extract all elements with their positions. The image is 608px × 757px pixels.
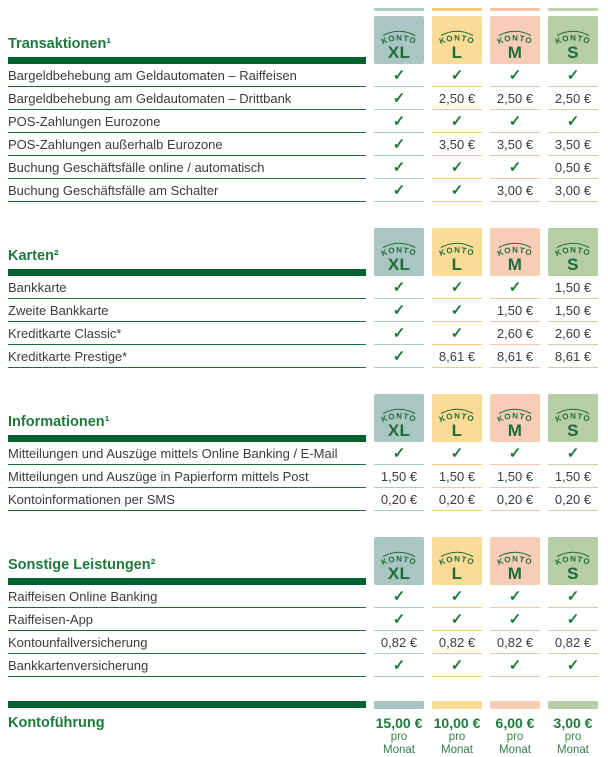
konto-brand-text: KONTO — [437, 411, 476, 425]
badge-size-label: L — [451, 43, 463, 62]
column-top-separator — [374, 8, 424, 11]
feature-value — [490, 608, 540, 631]
check-icon: ✓ — [450, 278, 464, 296]
price-value: 0,82 € — [554, 634, 592, 650]
feature-value — [548, 276, 598, 299]
top-separators — [8, 8, 598, 11]
check-icon: ✓ — [566, 656, 580, 674]
footer-price: 10,00 € — [433, 715, 481, 731]
section-header-bar — [8, 57, 366, 64]
footer-period-pro: pro — [564, 731, 582, 743]
feature-value — [374, 345, 424, 368]
section — [8, 14, 598, 202]
feature-value — [490, 299, 540, 322]
footer-period-monat: Monat — [499, 744, 531, 757]
check-icon: ✓ — [450, 324, 464, 342]
check-icon: ✓ — [450, 444, 464, 462]
feature-value — [548, 179, 598, 202]
column-top-separator — [432, 8, 482, 11]
badge-size-label: M — [507, 43, 523, 62]
konto-badge — [548, 537, 598, 585]
badge-size-label: XL — [387, 43, 411, 62]
feature-value — [432, 465, 482, 488]
feature-row — [8, 608, 598, 631]
feature-value — [490, 654, 540, 677]
feature-value — [432, 322, 482, 345]
feature-row — [8, 276, 598, 299]
feature-value — [548, 87, 598, 110]
footer-column-strip — [548, 701, 598, 709]
konto-badge — [548, 394, 598, 442]
price-value: 0,20 € — [438, 491, 476, 507]
feature-value — [432, 585, 482, 608]
check-icon: ✓ — [566, 587, 580, 605]
price-value: 0,20 € — [496, 491, 534, 507]
check-icon: ✓ — [508, 112, 522, 130]
feature-value — [374, 87, 424, 110]
feature-label: Raiffeisen-App — [8, 608, 366, 631]
feature-value — [548, 631, 598, 654]
feature-value — [548, 156, 598, 179]
konto-brand-text: KONTO — [553, 554, 592, 568]
section — [8, 226, 598, 368]
konto-badge — [432, 394, 482, 442]
check-icon: ✓ — [392, 89, 406, 107]
feature-value — [432, 631, 482, 654]
badge-size-label: L — [451, 255, 463, 274]
footer-kontofuehrung — [8, 701, 598, 757]
feature-value — [374, 465, 424, 488]
section-header — [8, 392, 598, 442]
price-value: 0,50 € — [554, 159, 592, 175]
check-icon: ✓ — [508, 610, 522, 628]
price-value: 0,20 € — [380, 491, 418, 507]
footer-period-monat: Monat — [383, 744, 415, 757]
feature-value — [548, 654, 598, 677]
badge-size-label: XL — [387, 421, 411, 440]
price-value: 2,60 € — [554, 325, 592, 341]
footer-title: Kontoführung — [8, 715, 105, 731]
konto-brand-text: KONTO — [379, 245, 418, 259]
footer-period-monat: Monat — [441, 744, 473, 757]
footer-price: 3,00 € — [553, 715, 593, 731]
konto-badge — [432, 228, 482, 276]
feature-value — [432, 156, 482, 179]
footer-price-column — [374, 701, 424, 757]
footer-period-pro: pro — [390, 731, 408, 743]
badge-size-label: XL — [387, 255, 411, 274]
check-icon: ✓ — [392, 347, 406, 365]
section-title: Transaktionen¹ — [8, 35, 112, 52]
check-icon: ✓ — [508, 656, 522, 674]
konto-badge — [432, 16, 482, 64]
feature-value — [432, 87, 482, 110]
feature-value — [548, 465, 598, 488]
feature-label: POS-Zahlungen außerhalb Eurozone — [8, 133, 366, 156]
konto-brand-text: KONTO — [379, 33, 418, 47]
feature-label: Kontounfallversicherung — [8, 631, 366, 654]
footer-period-pro: pro — [506, 731, 524, 743]
section-header — [8, 535, 598, 585]
check-icon: ✓ — [392, 444, 406, 462]
price-value: 8,61 € — [438, 348, 476, 364]
feature-value — [548, 133, 598, 156]
konto-brand-text: KONTO — [437, 33, 476, 47]
price-value: 3,00 € — [554, 182, 592, 198]
feature-label: Mitteilungen und Auszüge in Papierform mittels Post — [8, 465, 366, 488]
feature-value — [432, 276, 482, 299]
price-value: 8,61 € — [496, 348, 534, 364]
footer-column-strip — [374, 701, 424, 709]
check-icon: ✓ — [450, 656, 464, 674]
feature-row — [8, 156, 598, 179]
konto-badge — [490, 16, 540, 64]
konto-badge — [490, 394, 540, 442]
feature-value — [548, 585, 598, 608]
feature-value — [548, 345, 598, 368]
konto-badge — [490, 228, 540, 276]
feature-row — [8, 133, 598, 156]
price-value: 0,20 € — [554, 491, 592, 507]
feature-value — [490, 110, 540, 133]
check-icon: ✓ — [566, 66, 580, 84]
footer-period-monat: Monat — [557, 744, 589, 757]
konto-badge — [374, 394, 424, 442]
konto-brand-text: KONTO — [553, 245, 592, 259]
konto-badge — [432, 537, 482, 585]
feature-label: Bankkarte — [8, 276, 366, 299]
badge-size-label: M — [507, 564, 523, 583]
check-icon: ✓ — [392, 324, 406, 342]
section-header — [8, 226, 598, 276]
feature-value — [490, 64, 540, 87]
price-value: 0,82 € — [380, 634, 418, 650]
konto-brand-text: KONTO — [495, 33, 534, 47]
check-icon: ✓ — [450, 587, 464, 605]
check-icon: ✓ — [508, 66, 522, 84]
price-value: 2,50 € — [438, 90, 476, 106]
feature-row — [8, 654, 598, 677]
feature-row — [8, 631, 598, 654]
section-title: Sonstige Leistungen² — [8, 556, 156, 573]
feature-value — [374, 156, 424, 179]
feature-row — [8, 585, 598, 608]
feature-value — [374, 322, 424, 345]
feature-row — [8, 110, 598, 133]
badge-size-label: S — [567, 421, 579, 440]
check-icon: ✓ — [392, 181, 406, 199]
check-icon: ✓ — [508, 278, 522, 296]
feature-value — [548, 299, 598, 322]
price-value: 0,82 € — [438, 634, 476, 650]
feature-row — [8, 442, 598, 465]
feature-value — [548, 488, 598, 511]
price-value: 1,50 € — [438, 468, 476, 484]
badge-size-label: S — [567, 255, 579, 274]
check-icon: ✓ — [392, 158, 406, 176]
feature-value — [548, 64, 598, 87]
feature-value — [432, 133, 482, 156]
feature-value — [374, 442, 424, 465]
konto-badge — [374, 537, 424, 585]
check-icon: ✓ — [566, 610, 580, 628]
check-icon: ✓ — [566, 444, 580, 462]
feature-row — [8, 465, 598, 488]
column-top-separator — [490, 8, 540, 11]
konto-badge — [374, 228, 424, 276]
price-value: 1,50 € — [554, 468, 592, 484]
check-icon: ✓ — [392, 278, 406, 296]
feature-value — [432, 64, 482, 87]
check-icon: ✓ — [392, 610, 406, 628]
price-value: 2,50 € — [554, 90, 592, 106]
feature-label: Zweite Bankkarte — [8, 299, 366, 322]
footer-price-column — [432, 701, 482, 757]
konto-brand-text: KONTO — [379, 554, 418, 568]
feature-value — [548, 442, 598, 465]
konto-brand-text: KONTO — [553, 33, 592, 47]
check-icon: ✓ — [450, 66, 464, 84]
feature-value — [548, 608, 598, 631]
konto-badge — [548, 228, 598, 276]
footer-column-strip — [432, 701, 482, 709]
feature-value — [374, 631, 424, 654]
feature-value — [374, 585, 424, 608]
konto-brand-text: KONTO — [437, 554, 476, 568]
feature-value — [548, 110, 598, 133]
check-icon: ✓ — [392, 587, 406, 605]
badge-size-label: L — [451, 421, 463, 440]
check-icon: ✓ — [392, 656, 406, 674]
feature-value — [374, 299, 424, 322]
feature-value — [490, 585, 540, 608]
section-header-bar — [8, 269, 366, 276]
footer-label-cell — [8, 701, 366, 731]
footer-period-pro: pro — [448, 731, 466, 743]
check-icon: ✓ — [392, 112, 406, 130]
feature-value — [374, 133, 424, 156]
footer-price-column — [490, 701, 540, 757]
price-value: 8,61 € — [554, 348, 592, 364]
badge-size-label: XL — [387, 564, 411, 583]
check-icon: ✓ — [392, 301, 406, 319]
feature-value — [490, 133, 540, 156]
check-icon: ✓ — [566, 112, 580, 130]
feature-value — [490, 156, 540, 179]
check-icon: ✓ — [392, 66, 406, 84]
section-header-bar — [8, 578, 366, 585]
section-header-bar — [8, 435, 366, 442]
feature-value — [374, 64, 424, 87]
feature-label: Kreditkarte Classic* — [8, 322, 366, 345]
feature-value — [432, 608, 482, 631]
check-icon: ✓ — [508, 587, 522, 605]
feature-row — [8, 87, 598, 110]
feature-row — [8, 179, 598, 202]
konto-badge — [374, 16, 424, 64]
feature-value — [374, 488, 424, 511]
check-icon: ✓ — [508, 158, 522, 176]
feature-value — [490, 465, 540, 488]
price-value: 3,50 € — [438, 136, 476, 152]
feature-value — [432, 110, 482, 133]
feature-value — [374, 179, 424, 202]
feature-value — [432, 488, 482, 511]
konto-brand-text: KONTO — [437, 245, 476, 259]
price-value: 3,00 € — [496, 182, 534, 198]
check-icon: ✓ — [450, 181, 464, 199]
price-value: 1,50 € — [554, 279, 592, 295]
feature-label: Kontoinformationen per SMS — [8, 488, 366, 511]
feature-label: POS-Zahlungen Eurozone — [8, 110, 366, 133]
feature-value — [490, 345, 540, 368]
konto-badge — [490, 537, 540, 585]
column-top-separator — [548, 8, 598, 11]
price-value: 0,82 € — [496, 634, 534, 650]
feature-value — [432, 345, 482, 368]
check-icon: ✓ — [450, 112, 464, 130]
badge-size-label: M — [507, 421, 523, 440]
feature-value — [432, 179, 482, 202]
price-value: 1,50 € — [496, 302, 534, 318]
price-value: 2,50 € — [496, 90, 534, 106]
feature-value — [490, 442, 540, 465]
badge-size-label: S — [567, 564, 579, 583]
feature-row — [8, 488, 598, 511]
feature-value — [432, 442, 482, 465]
badge-size-label: M — [507, 255, 523, 274]
feature-label: Bargeldbehebung am Geldautomaten – Drittbank — [8, 87, 366, 110]
check-icon: ✓ — [450, 610, 464, 628]
section-title: Karten² — [8, 247, 59, 264]
feature-value — [432, 654, 482, 677]
price-value: 3,50 € — [496, 136, 534, 152]
feature-label: Raiffeisen Online Banking — [8, 585, 366, 608]
konto-brand-text: KONTO — [495, 411, 534, 425]
check-icon: ✓ — [392, 135, 406, 153]
check-icon: ✓ — [450, 301, 464, 319]
feature-value — [374, 276, 424, 299]
feature-label: Buchung Geschäftsfälle am Schalter — [8, 179, 366, 202]
feature-value — [490, 87, 540, 110]
feature-value — [490, 322, 540, 345]
footer-bar — [8, 701, 366, 708]
feature-row — [8, 345, 598, 368]
feature-label: Kreditkarte Prestige* — [8, 345, 366, 368]
footer-column-strip — [490, 701, 540, 709]
feature-row — [8, 299, 598, 322]
feature-value — [490, 631, 540, 654]
konto-brand-text: KONTO — [495, 554, 534, 568]
feature-value — [490, 488, 540, 511]
feature-label: Buchung Geschäftsfälle online / automatisch — [8, 156, 366, 179]
price-value: 2,60 € — [496, 325, 534, 341]
feature-value — [548, 322, 598, 345]
konto-brand-text: KONTO — [495, 245, 534, 259]
feature-value — [432, 299, 482, 322]
top-separator-spacer — [8, 8, 366, 11]
price-value: 1,50 € — [554, 302, 592, 318]
feature-value — [490, 179, 540, 202]
feature-label: Bargeldbehebung am Geldautomaten – Raiffeisen — [8, 64, 366, 87]
section-title: Informationen¹ — [8, 413, 110, 430]
feature-value — [490, 276, 540, 299]
feature-row — [8, 322, 598, 345]
konto-brand-text: KONTO — [379, 411, 418, 425]
feature-label: Bankkartenversicherung — [8, 654, 366, 677]
price-value: 3,50 € — [554, 136, 592, 152]
konto-badge — [548, 16, 598, 64]
section-header — [8, 14, 598, 64]
badge-size-label: L — [451, 564, 463, 583]
section — [8, 535, 598, 677]
price-value: 1,50 € — [380, 468, 418, 484]
section — [8, 392, 598, 511]
feature-value — [374, 608, 424, 631]
feature-value — [374, 110, 424, 133]
feature-label: Mitteilungen und Auszüge mittels Online Banking / E-Mail — [8, 442, 366, 465]
badge-size-label: S — [567, 43, 579, 62]
footer-price: 6,00 € — [495, 715, 535, 731]
price-value: 1,50 € — [496, 468, 534, 484]
footer-price-column — [548, 701, 598, 757]
konto-brand-text: KONTO — [553, 411, 592, 425]
check-icon: ✓ — [508, 444, 522, 462]
check-icon: ✓ — [450, 158, 464, 176]
feature-value — [374, 654, 424, 677]
footer-price: 15,00 € — [375, 715, 423, 731]
feature-row — [8, 64, 598, 87]
